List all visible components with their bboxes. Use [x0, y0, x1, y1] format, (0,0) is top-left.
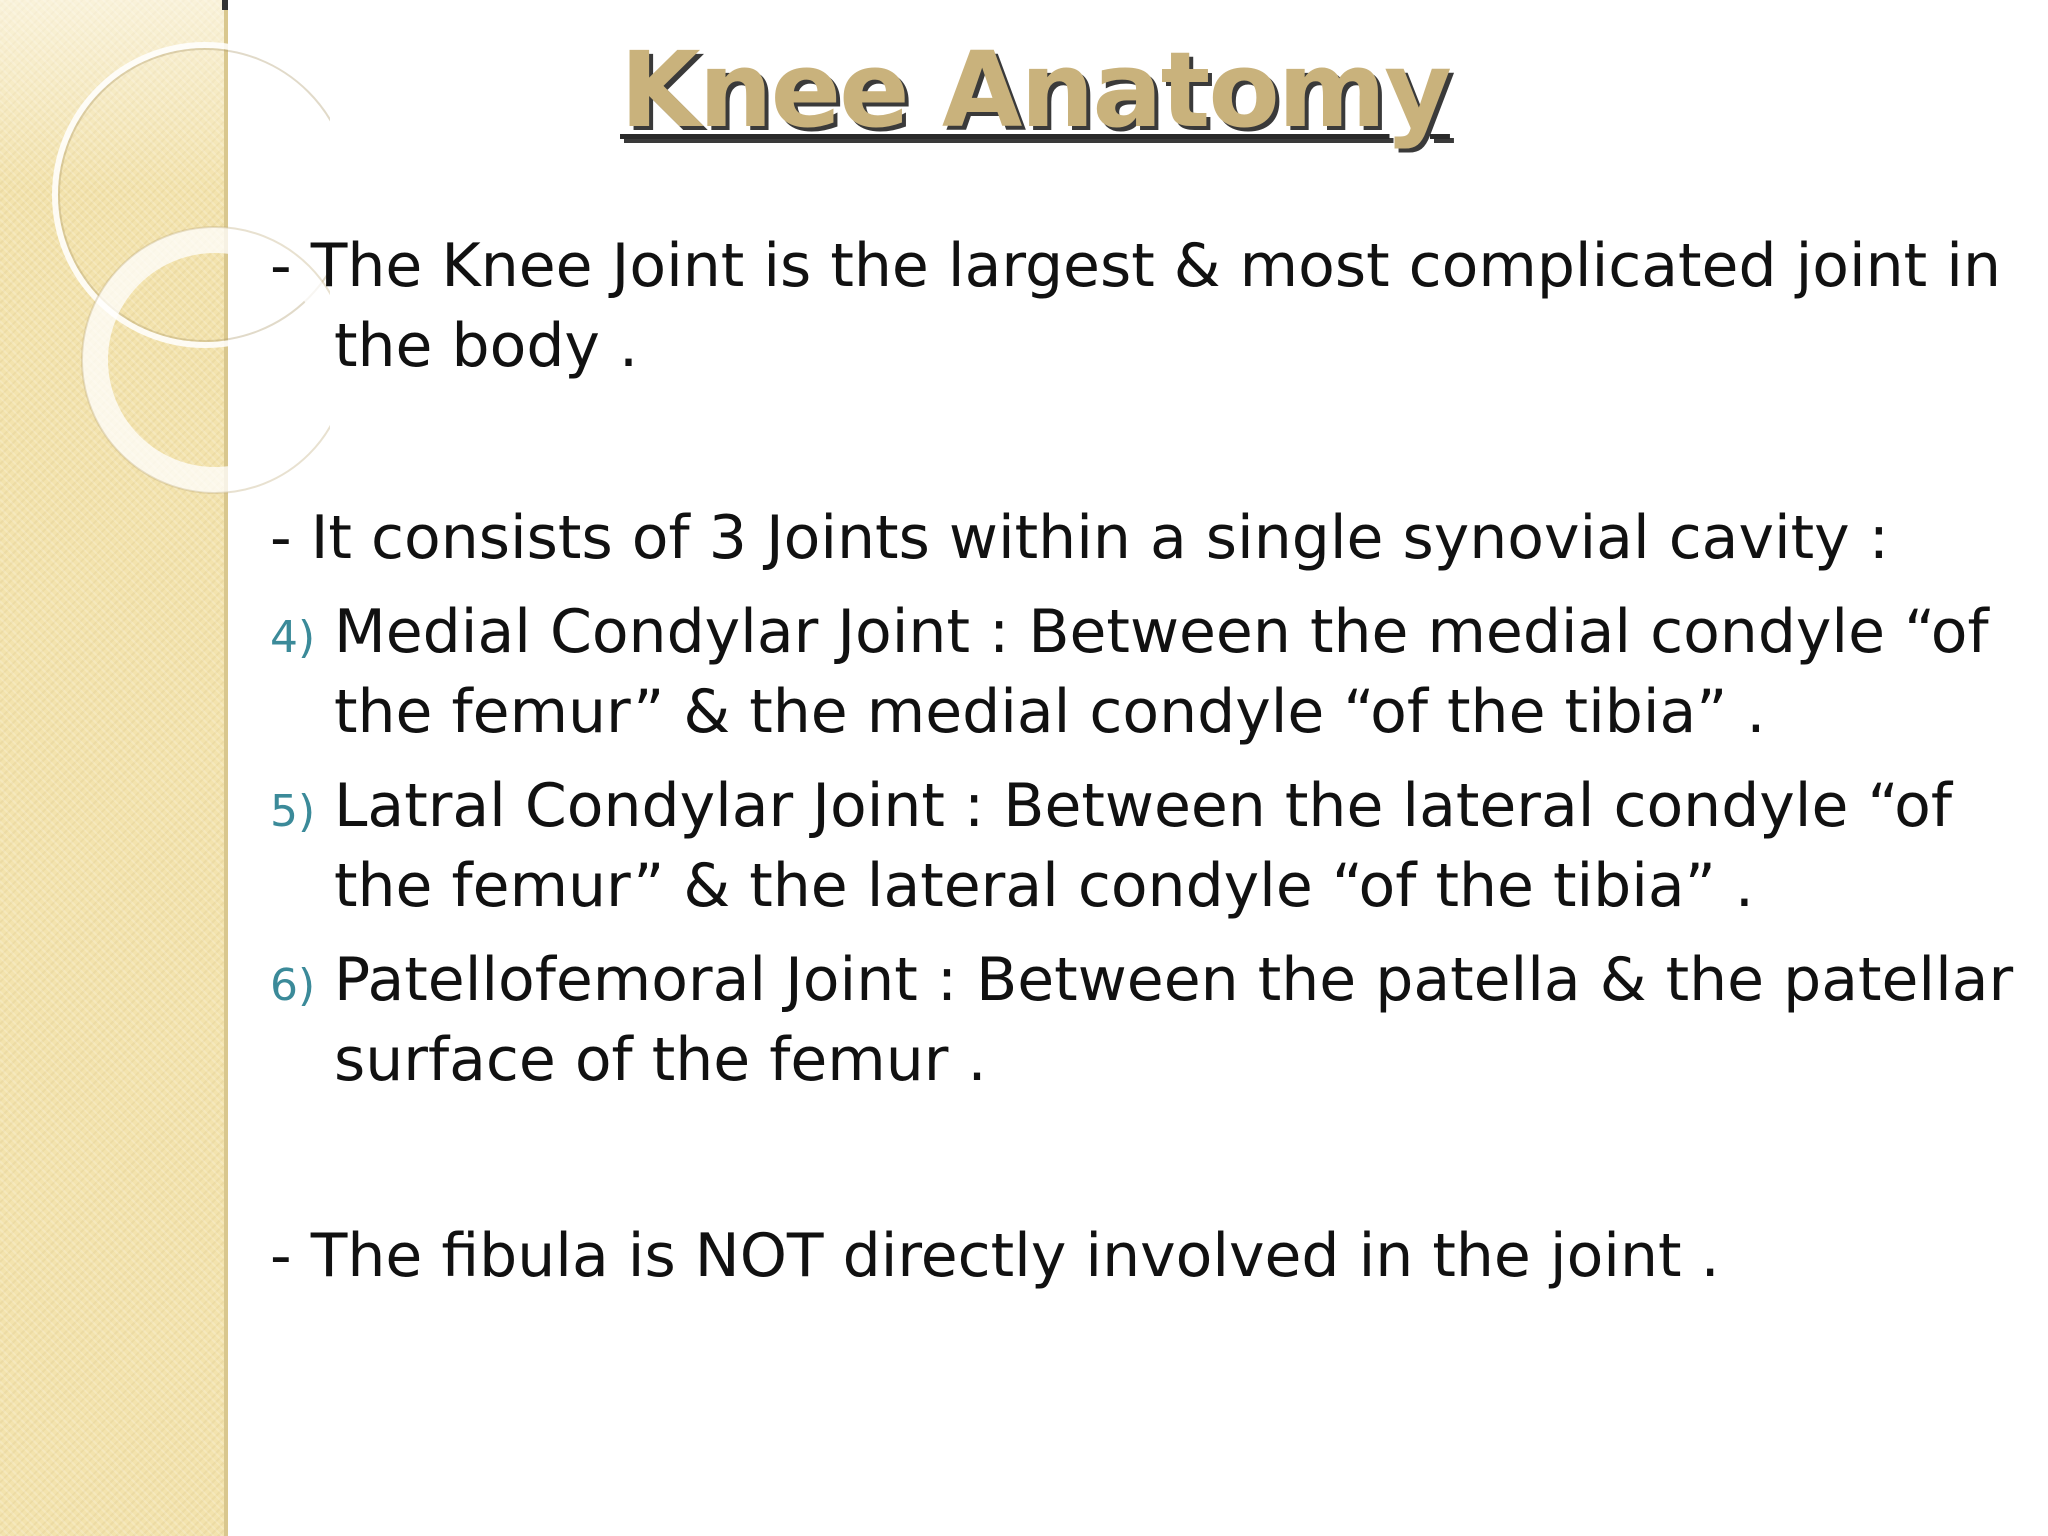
intro-paragraph: - The Knee Joint is the largest & most complicated joint in the body .	[270, 231, 2001, 381]
sidebar-top-shade	[0, 0, 228, 190]
list-marker: 5)	[270, 786, 316, 837]
list-item-lateral	[270, 766, 2030, 926]
fibula-note: - The fibula is NOT directly involved in the joint .	[270, 1221, 1720, 1291]
consists-paragraph: - It consists of 3 Joints within a single synovial cavity :	[270, 503, 1889, 573]
sidebar-decoration	[0, 0, 228, 1536]
sidebar-edge	[224, 0, 228, 1536]
slide-title: Knee Anatomy	[620, 29, 1450, 151]
list-item-text: Medial Condylar Joint : Between the medial condyle “of the femur” & the medial condyle “of the tibia” .	[334, 597, 1989, 747]
list-item-text: Patellofemoral Joint : Between the patella & the patellar surface of the femur .	[334, 945, 2014, 1095]
list-marker: 4)	[270, 612, 316, 663]
list-item-medial	[270, 592, 2030, 752]
sidebar-corner-mark	[222, 0, 228, 10]
list-item-patellofemoral	[270, 940, 2030, 1100]
spacer	[270, 386, 2030, 498]
list-marker: 6)	[270, 960, 316, 1011]
list-item-text: Latral Condylar Joint : Between the lateral condyle “of the femur” & the lateral condyle “of the tibia” .	[334, 771, 1953, 921]
spacer	[270, 1100, 2030, 1216]
slide-content	[270, 226, 2030, 1296]
